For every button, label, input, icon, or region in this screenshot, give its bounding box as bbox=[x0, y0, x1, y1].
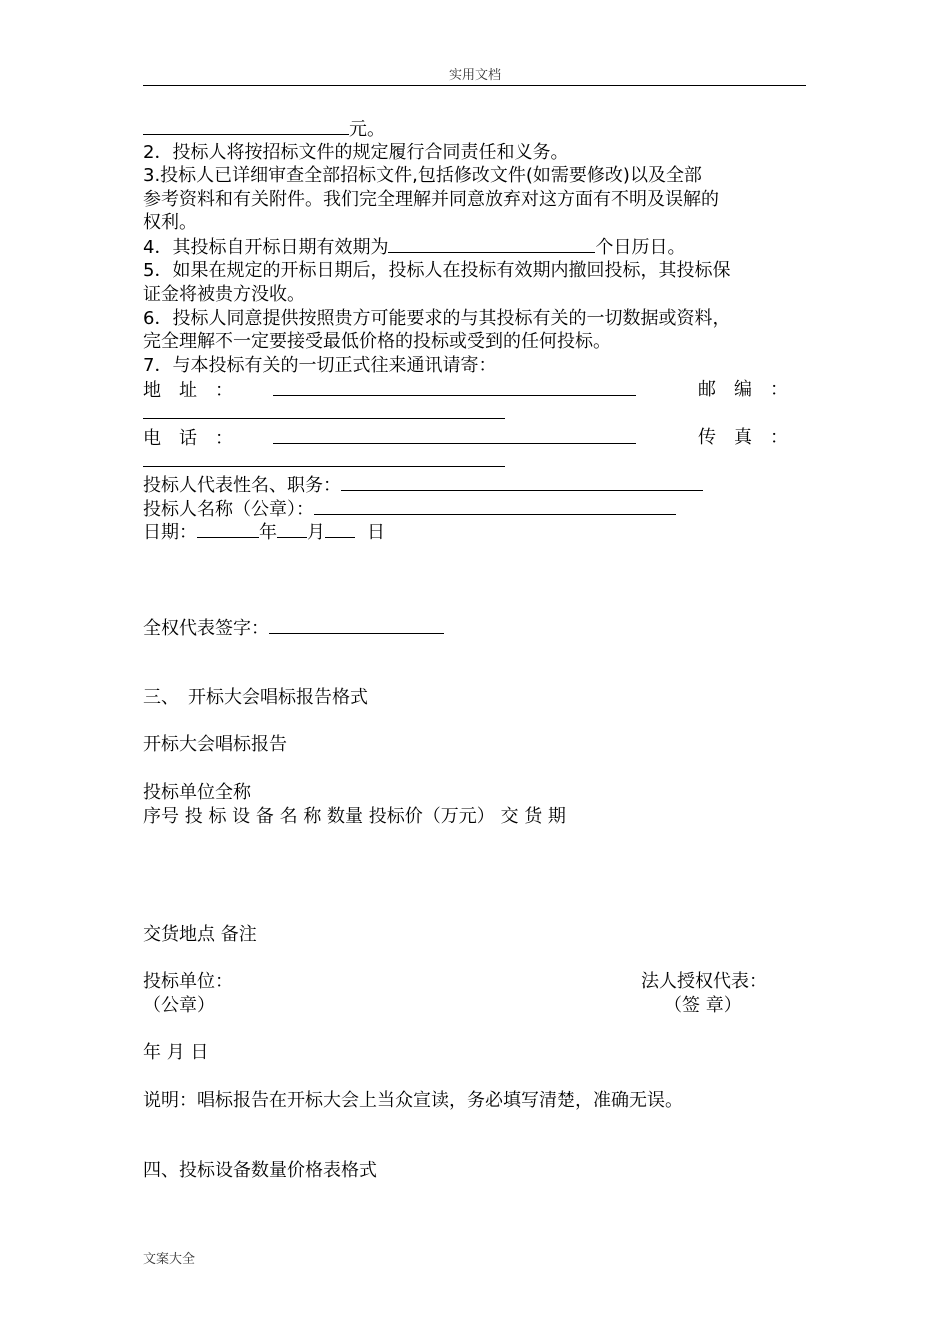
phone-blank bbox=[273, 427, 636, 444]
authorized-signature-row bbox=[143, 617, 444, 640]
fax-blank bbox=[143, 450, 505, 467]
month-text: 月 bbox=[307, 522, 325, 543]
delivery-remarks: 交货地点 备注 bbox=[143, 924, 257, 945]
clause-1-amount bbox=[143, 118, 385, 141]
report-title: 开标大会唱标报告 bbox=[143, 734, 287, 755]
clause-5-line-1: 5．如果在规定的开标日期后，投标人在投标有效期内撤回投标，其投标保 bbox=[143, 260, 731, 281]
year-blank bbox=[197, 521, 259, 538]
year-text: 年 bbox=[259, 522, 277, 543]
clause-3-line-2: 参考资料和有关附件。我们完全理解并同意放弃对这方面有不明及误解的 bbox=[143, 189, 719, 210]
authorized-blank bbox=[269, 617, 444, 634]
report-date-line: 年 月 日 bbox=[143, 1042, 209, 1063]
seal-label: （公章） bbox=[143, 995, 215, 1016]
phone-label: 电 话 ： bbox=[143, 428, 233, 449]
report-table-header: 序号 投 标 设 备 名 称 数量 投标价（万元） 交 货 期 bbox=[143, 806, 566, 827]
validity-days-blank bbox=[388, 236, 595, 253]
month-blank bbox=[277, 521, 307, 538]
address-label: 地 址 ： bbox=[143, 380, 233, 401]
page-header: 实用文档 bbox=[448, 68, 501, 83]
day-blank bbox=[325, 521, 355, 538]
date-row bbox=[143, 521, 385, 544]
address-blank bbox=[273, 379, 636, 396]
postcode-blank bbox=[143, 402, 505, 419]
clause-6-line-2: 完全理解不一定要接受最低价格的投标或受到的任何投标。 bbox=[143, 331, 611, 352]
phone-row bbox=[143, 427, 636, 450]
representative-row bbox=[143, 474, 703, 497]
clause-4-suffix: 个日历日。 bbox=[595, 237, 686, 258]
clause-3-line-1: 3.投标人已详细审查全部招标文件,包括修改文件(如需要修改)以及全部 bbox=[143, 165, 702, 186]
clause-2: 2．投标人将按招标文件的规定履行合同责任和义务。 bbox=[143, 142, 569, 163]
bidder-name-row bbox=[143, 498, 676, 521]
report-note: 说明：唱标报告在开标大会上当众宣读，务必填写清楚，准确无误。 bbox=[143, 1090, 683, 1111]
clause-4-prefix: 4．其投标自开标日期有效期为 bbox=[143, 237, 389, 258]
representative-label: 投标人代表性名、职务： bbox=[143, 475, 341, 496]
postcode-label: 邮 编 ： bbox=[698, 379, 788, 400]
clause-5-line-2: 证金将被贵方没收。 bbox=[143, 284, 305, 305]
bidder-name-label: 投标人名称（公章）： bbox=[143, 499, 314, 520]
fax-label: 传 真 ： bbox=[698, 427, 788, 448]
legal-rep-label: 法人授权代表： bbox=[641, 971, 767, 992]
bidder-fullname: 投标单位全称 bbox=[143, 782, 251, 803]
clause-6-line-1: 6．投标人同意提供按照贵方可能要求的与其投标有关的一切数据或资料， bbox=[143, 308, 731, 329]
bidder-name-blank bbox=[314, 498, 676, 515]
sign-seal-label: （签 章） bbox=[664, 995, 742, 1016]
fax-row bbox=[143, 450, 505, 473]
bidder-unit-label: 投标单位： bbox=[143, 971, 233, 992]
page-footer: 文案大全 bbox=[143, 1252, 196, 1267]
day-text: 日 bbox=[367, 522, 385, 543]
authorized-label: 全权代表签字： bbox=[143, 618, 269, 639]
representative-blank bbox=[341, 474, 703, 491]
header-rule bbox=[143, 85, 806, 86]
date-label: 日期： bbox=[143, 522, 197, 543]
postcode-row bbox=[143, 402, 505, 425]
clause-7: 7．与本投标有关的一切正式往来通讯请寄： bbox=[143, 355, 497, 376]
section-4-heading: 四、投标设备数量价格表格式 bbox=[143, 1160, 377, 1181]
yuan-suffix: 元。 bbox=[349, 119, 385, 140]
clause-3-line-3: 权利。 bbox=[143, 212, 197, 233]
amount-blank bbox=[143, 118, 349, 135]
clause-4 bbox=[143, 236, 685, 259]
address-row bbox=[143, 379, 636, 402]
section-3-heading: 三、 开标大会唱标报告格式 bbox=[143, 687, 368, 708]
